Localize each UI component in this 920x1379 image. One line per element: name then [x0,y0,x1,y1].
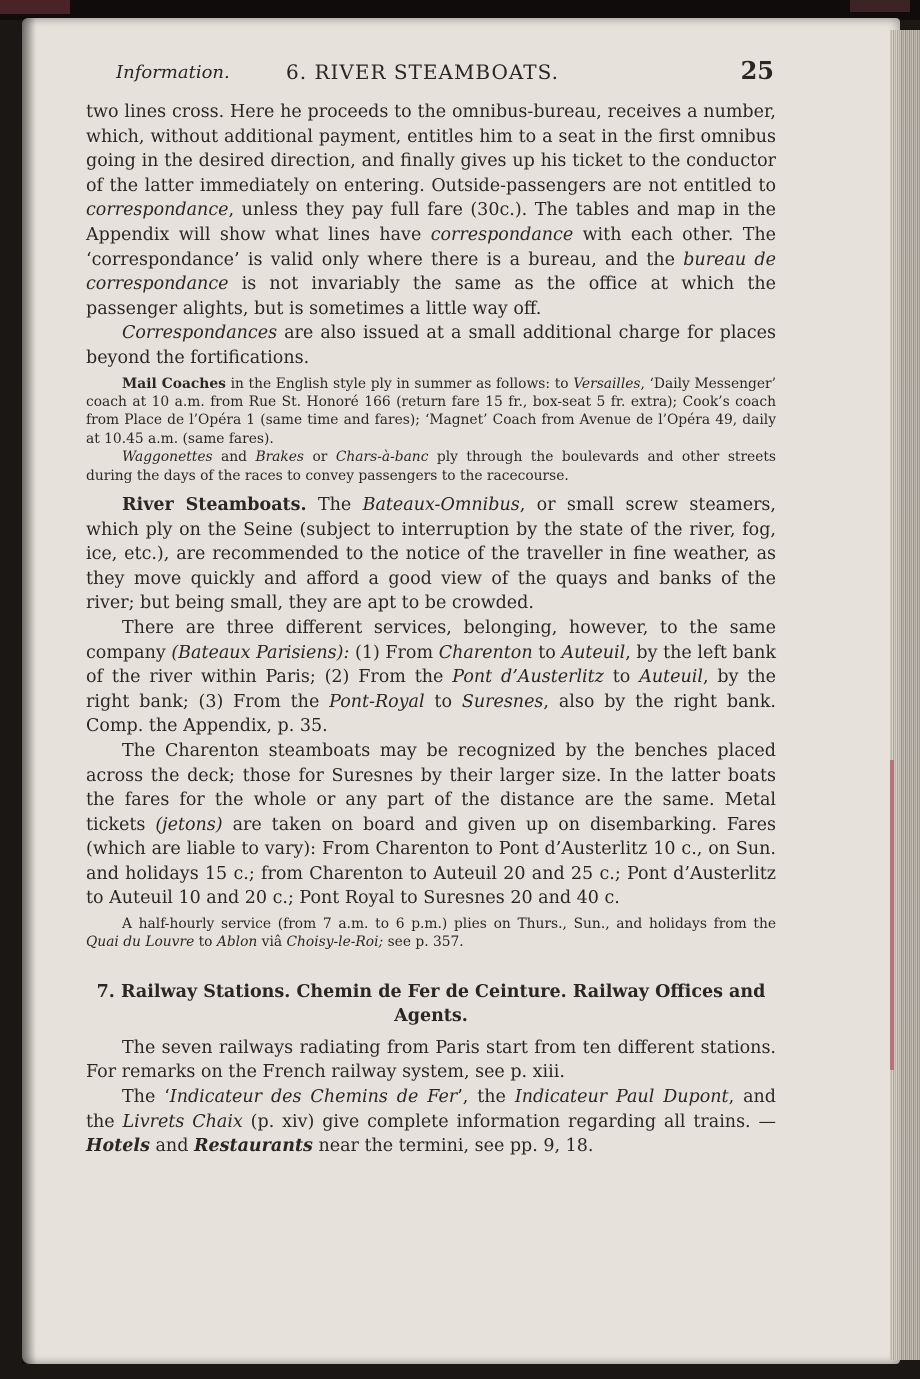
paragraph-charenton-fares: The Charenton steamboats may be recognized by the benches placed across the deck; those for Suresnes by their larger size. In the latter boats the fares for the whole or any part of the distance are the same. Metal tickets (jetons) are taken on board and given up on disembarking. Fares (which are liable to vary): From Charenton to Pont d’Austerlitz 10 c., on Sun. and holidays 15 c.; from Charenton to Auteuil 20 and 25 c.; Pont d’Austerlitz to Auteuil 10 and 20 c.; Pont Royal to Suresnes 20 and 40 c. [86,740,777,909]
paragraph-half-hourly-service: A half-hourly service (from 7 a.m. to 6 p.m.) plies on Thurs., Sun., and holidays from the Quai du Louvre to Ablon viâ Choisy-le-Roi; see p. 357. [86,916,776,951]
paragraph-seven-railways: The seven railways radiating from Paris start from ten different stations. For remarks on the French railway system, see p. xiii. [86,1037,776,1083]
paragraph-omnibus-correspondance: two lines cross. Here he proceeds to the omnibus-bureau, receives a number, which, without additional payment, entitles him to a seat in the first omnibus going in the desired direction, and finally gives up his ticket to the conductor of the latter immediately on entering. Outside-passengers are not entitled to correspondance, unless they pay full fare (30c.). The tables and map in the Appendix will show what lines have correspondance with each other. The ‘correspondance’ is valid only where there is a bureau, and the bureau de correspondance is not invariably the same as the office at which the passenger alights, but is sometimes a little way off. [86,102,776,319]
paragraph-indicateur: The ‘Indicateur des Chemins de Fer’, the Indicateur Paul Dupont, and the Livrets Chaix (p. xiv) give complete information regarding all trains. — Hotels and Restaurants near the termini, see pp. 9, 18. [86,1087,776,1157]
paragraph-river-steamboats: River Steamboats. The Bateaux-Omnibus, or small screw steamers, which ply on the Seine (subject to interruption by the state of the river, fog, ice, etc.), are recommended to the notice of the traveller in fine weather, as they move quickly and afford a good view of the quays and banks of the river; but being small, they are apt to be crowded. [86,494,776,614]
paragraph-waggonettes: Waggonettes and Brakes or Chars-à-banc ply through the boulevards and other streets during the days of the races to convey passengers to the racecourse. [86,449,776,484]
bookmark-ribbon-edge [890,760,894,1070]
page-content [86,56,776,1159]
page-number: 25 [740,56,774,85]
section-heading-railway-stations: 7. Railway Stations. Chemin de Fer de Ceinture. Railway Offices and Agents. [96,981,766,1026]
paragraph-three-services: There are three different services, belonging, however, to the same company (Bateaux Parisiens): (1) From Charenton to Auteuil, by the left bank of the river within Paris; (2) From the Pont d’Austerlitz to Auteuil, by the right bank; (3) From the Pont-Royal to Suresnes, also by the right bank. Comp. the Appendix, p. 35. [86,617,777,737]
running-header [86,56,776,100]
header-chapter-title: 6. RIVER STEAMBOATS. [286,60,559,84]
header-section-label: Information. [116,62,230,83]
page-edges [890,30,920,1360]
paragraph-correspondances-fortifications: Correspondances are also issued at a small additional charge for places beyond the fortifications. [86,323,776,368]
binding-top-edge [0,0,920,20]
page-gutter-shadow [22,18,36,1364]
paragraph-mail-coaches: Mail Coaches in the English style ply in summer as follows: to Versailles, ‘Daily Messenger’ coach at 10 a.m. from Rue St. Honoré 166 (return fare 15 fr., box-seat 5 fr. extra); Cook’s coach from Place de l’Opéra 1 (same time and fares); ‘Magnet’ Coach from Avenue de l’Opéra 49, daily at 10.45 a.m. (same fares). [86,375,776,447]
